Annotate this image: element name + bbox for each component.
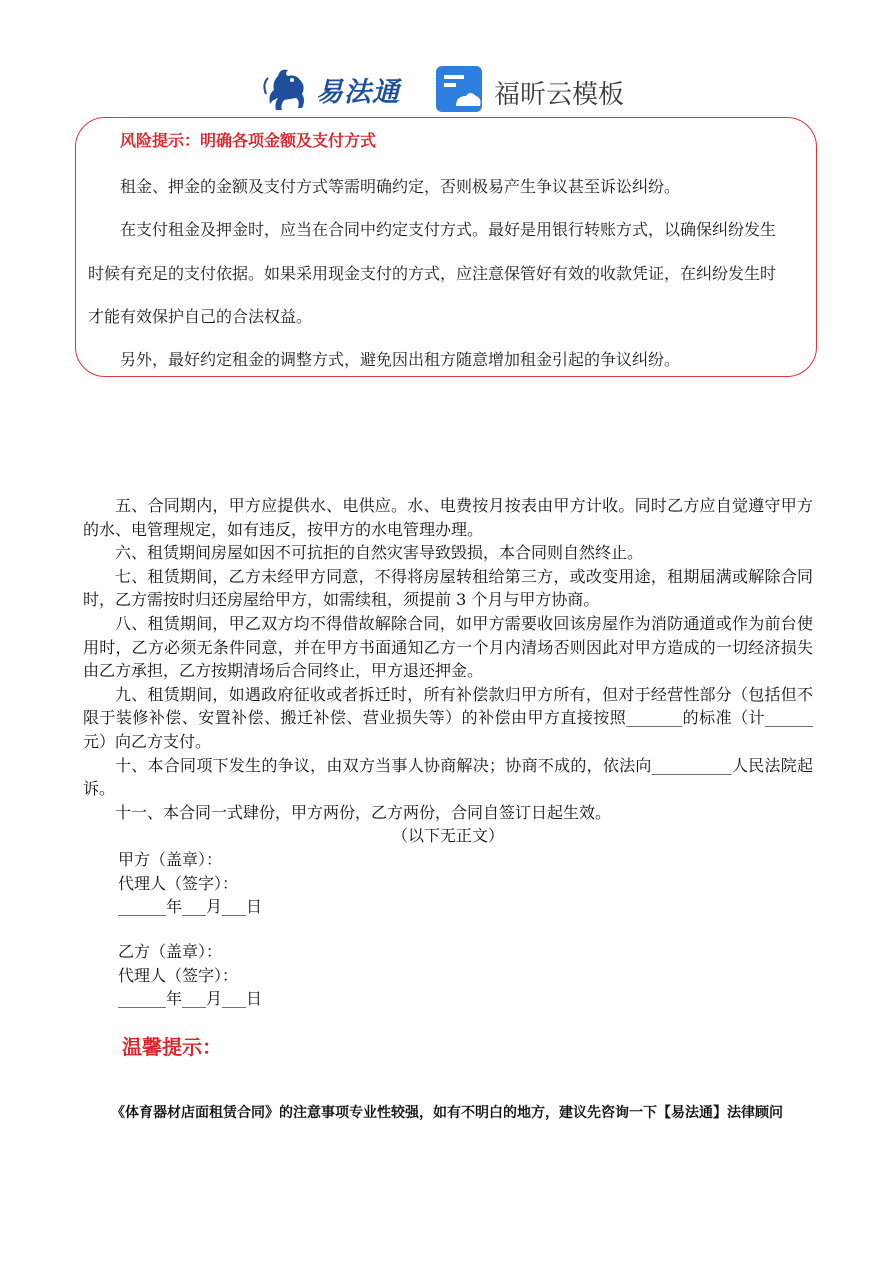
risk-paragraph-2-line-1: 在支付租金及押金时，应当在合同中约定支付方式。最好是用银行转账方式，以确保纠纷发生 (120, 220, 777, 239)
foxit-logo (436, 66, 646, 114)
party-b-agent: 代理人（签字）： (118, 965, 239, 985)
party-a-agent: 代理人（签字）： (118, 873, 239, 893)
warm-tip-text: 《体育器材店面租赁合同》的注意事项专业性较强，如有不明白的地方，建议先咨询一下【易法通】法律顾问 (111, 1105, 783, 1121)
yifatong-logo (262, 64, 412, 112)
risk-paragraph-3: 另外，最好约定租金的调整方式，避免因出租方随意增加租金引起的争议纠纷。 (120, 350, 681, 369)
risk-paragraph-1: 租金、押金的金额及支付方式等需明确约定，否则极易产生争议甚至诉讼纠纷。 (120, 177, 681, 196)
clause-11: 十一、本合同一式肆份，甲方两份，乙方两份，合同自签订日起生效。 (115, 802, 612, 822)
contract-clauses (83, 494, 813, 848)
clause-6: 六、租赁期间房屋如因不可抗拒的自然灾害导致毁损，本合同则自然终止。 (115, 543, 644, 563)
risk-paragraph-2-line-2: 时候有充足的支付依据。如果采用现金支付的方式，应注意保管好有效的收款凭证，在纠纷发生时 (88, 264, 777, 283)
clause-7: 七、租赁期间，乙方未经甲方同意，不得将房屋转租给第三方，或改变用途，租期届满或解除合同时，乙方需按时归还房屋给甲方，如需续租，须提前 3 个月与甲方协商。 (83, 566, 813, 610)
warm-tip-title: 温馨提示： (122, 1035, 222, 1059)
party-a-signature (118, 848, 262, 919)
party-b-signature (118, 940, 262, 1011)
foxit-cloud-icon (436, 66, 482, 112)
unicorn-horse-icon (262, 64, 314, 112)
clause-5: 五、合同期内，甲方应提供水、电供应。水、电费按月按表由甲方计收。同时乙方应自觉遵守甲方的水、电管理规定，如有违反，按甲方的水电管理办理。 (83, 496, 813, 539)
clause-10: 十、本合同项下发生的争议，由双方当事人协商解决；协商不成的，依法向__________人民法院起诉。 (83, 755, 813, 799)
party-b-date: ______年___月___日 (118, 989, 263, 1009)
risk-warning-box (75, 117, 817, 377)
party-a-seal: 甲方（盖章）： (118, 850, 223, 869)
foxit-logo-text: 福昕云模板 (494, 80, 625, 110)
party-a-date: ______年___月___日 (118, 897, 263, 917)
risk-title: 风险提示：明确各项金额及支付方式 (120, 131, 377, 150)
end-note: （以下无正文） (391, 826, 504, 846)
party-b-seal: 乙方（盖章）： (118, 942, 223, 961)
risk-paragraph-2-line-3: 才能有效保护自己的合法权益。 (88, 307, 313, 326)
clause-9: 九、租赁期间，如遇政府征收或者拆迁时，所有补偿款归甲方所有，但对于经营性部分（包括但不限于装修补偿、安置补偿、搬迁补偿、营业损失等）的补偿由甲方直接按照_______的标准（计______元）向乙方支付。 (83, 684, 813, 751)
clause-8: 八、租赁期间，甲乙双方均不得借故解除合同，如甲方需要收回该房屋作为消防通道或作为前台使用时，乙方必须无条件同意，并在甲方书面通知乙方一个月内清场否则因此对甲方造成的一切经济损失由乙方承担，乙方按期清场后合同终止，甲方退还押金。 (83, 613, 813, 681)
header (0, 62, 893, 114)
yifatong-logo-text: 易法通 (316, 77, 400, 108)
